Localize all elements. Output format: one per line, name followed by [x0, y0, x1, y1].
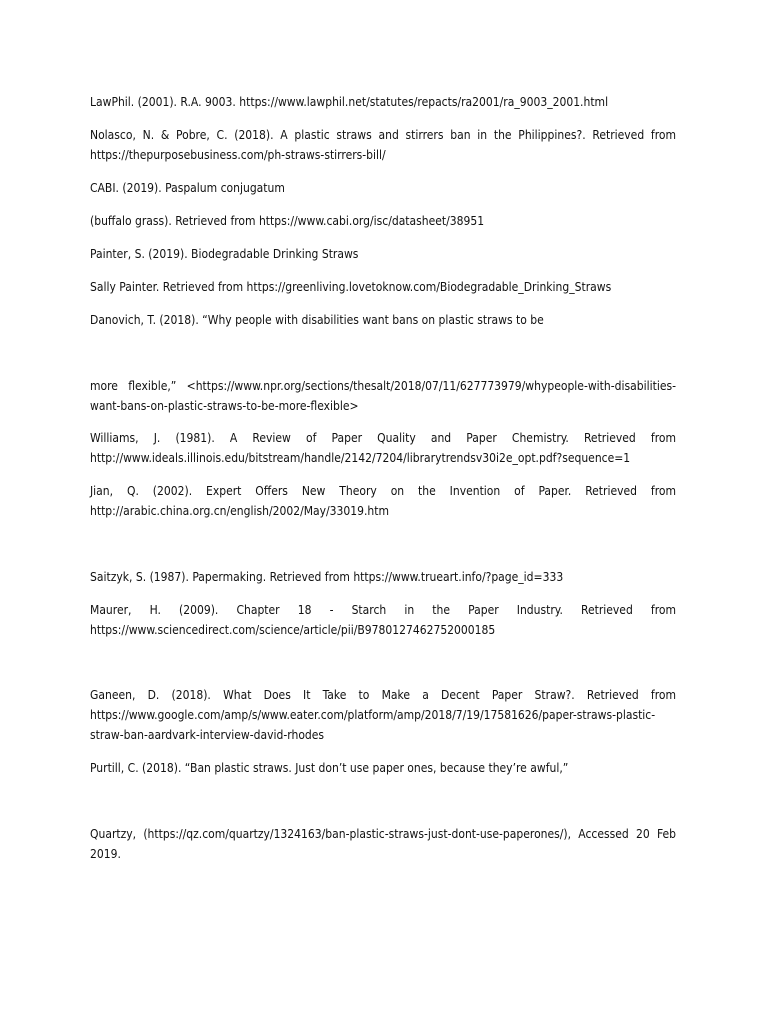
reference-painter-retrieved: Sally Painter. Retrieved from https://greenliving.lovetoknow.com/Biodegradable_Drinking_Straws [90, 280, 612, 294]
reference-saitzyk: Saitzyk, S. (1987). Papermaking. Retrieved from https://www.trueart.info/?page_id=333 [90, 570, 564, 584]
reference-danovich-title: Danovich, T. (2018). “Why people with disabilities want bans on plastic straws to be [90, 313, 544, 327]
reference-ganeen: Ganeen, D. (2018). What Does It Take to Make a Decent Paper Straw?. Retrieved from https://www.google.com/amp/s/www.eater.com/platform/amp/2018/7/19/17581626/paper-straws-plastic-straw-ban-aardvark-interview-david-rhodes [90, 688, 676, 742]
reference-williams: Williams, J. (1981). A Review of Paper Quality and Paper Chemistry. Retrieved from http://www.ideals.illinois.edu/bitstream/handle/2142/7204/librarytrendsv30i2e_opt.pdf?sequence=1 [90, 431, 676, 465]
reference-lawphil: LawPhil. (2001). R.A. 9003. https://www.lawphil.net/statutes/repacts/ra2001/ra_9003_2001.html [90, 95, 609, 109]
reference-quartzy: Quartzy, (https://qz.com/quartzy/1324163/ban-plastic-straws-just-dont-use-paperones/), Accessed 20 Feb 2019. [90, 827, 676, 861]
reference-jian: Jian, Q. (2002). Expert Offers New Theory on the Invention of Paper. Retrieved from http://arabic.china.org.cn/english/2002/May/33019.htm [90, 484, 676, 518]
reference-painter-title: Painter, S. (2019). Biodegradable Drinking Straws [90, 247, 359, 261]
reference-cabi-retrieved: (buffalo grass). Retrieved from https://www.cabi.org/isc/datasheet/38951 [90, 214, 485, 228]
reference-cabi-title: CABI. (2019). Paspalum conjugatum [90, 181, 285, 195]
reference-danovich-url: more flexible,” <https://www.npr.org/sections/thesalt/2018/07/11/627773979/whypeople-with-disabilities-want-bans-on-plastic-straws-to-be-more-flexible> [90, 379, 676, 413]
reference-purtill: Purtill, C. (2018). “Ban plastic straws. Just don’t use paper ones, because they’re awful,” [90, 761, 569, 775]
reference-maurer: Maurer, H. (2009). Chapter 18 - Starch in the Paper Industry. Retrieved from https://www.sciencedirect.com/science/article/pii/B9780127462752000185 [90, 603, 676, 637]
reference-nolasco: Nolasco, N. & Pobre, C. (2018). A plastic straws and stirrers ban in the Philippines?. Retrieved from https://thepurposebusiness.com/ph-straws-stirrers-bill/ [90, 128, 676, 162]
